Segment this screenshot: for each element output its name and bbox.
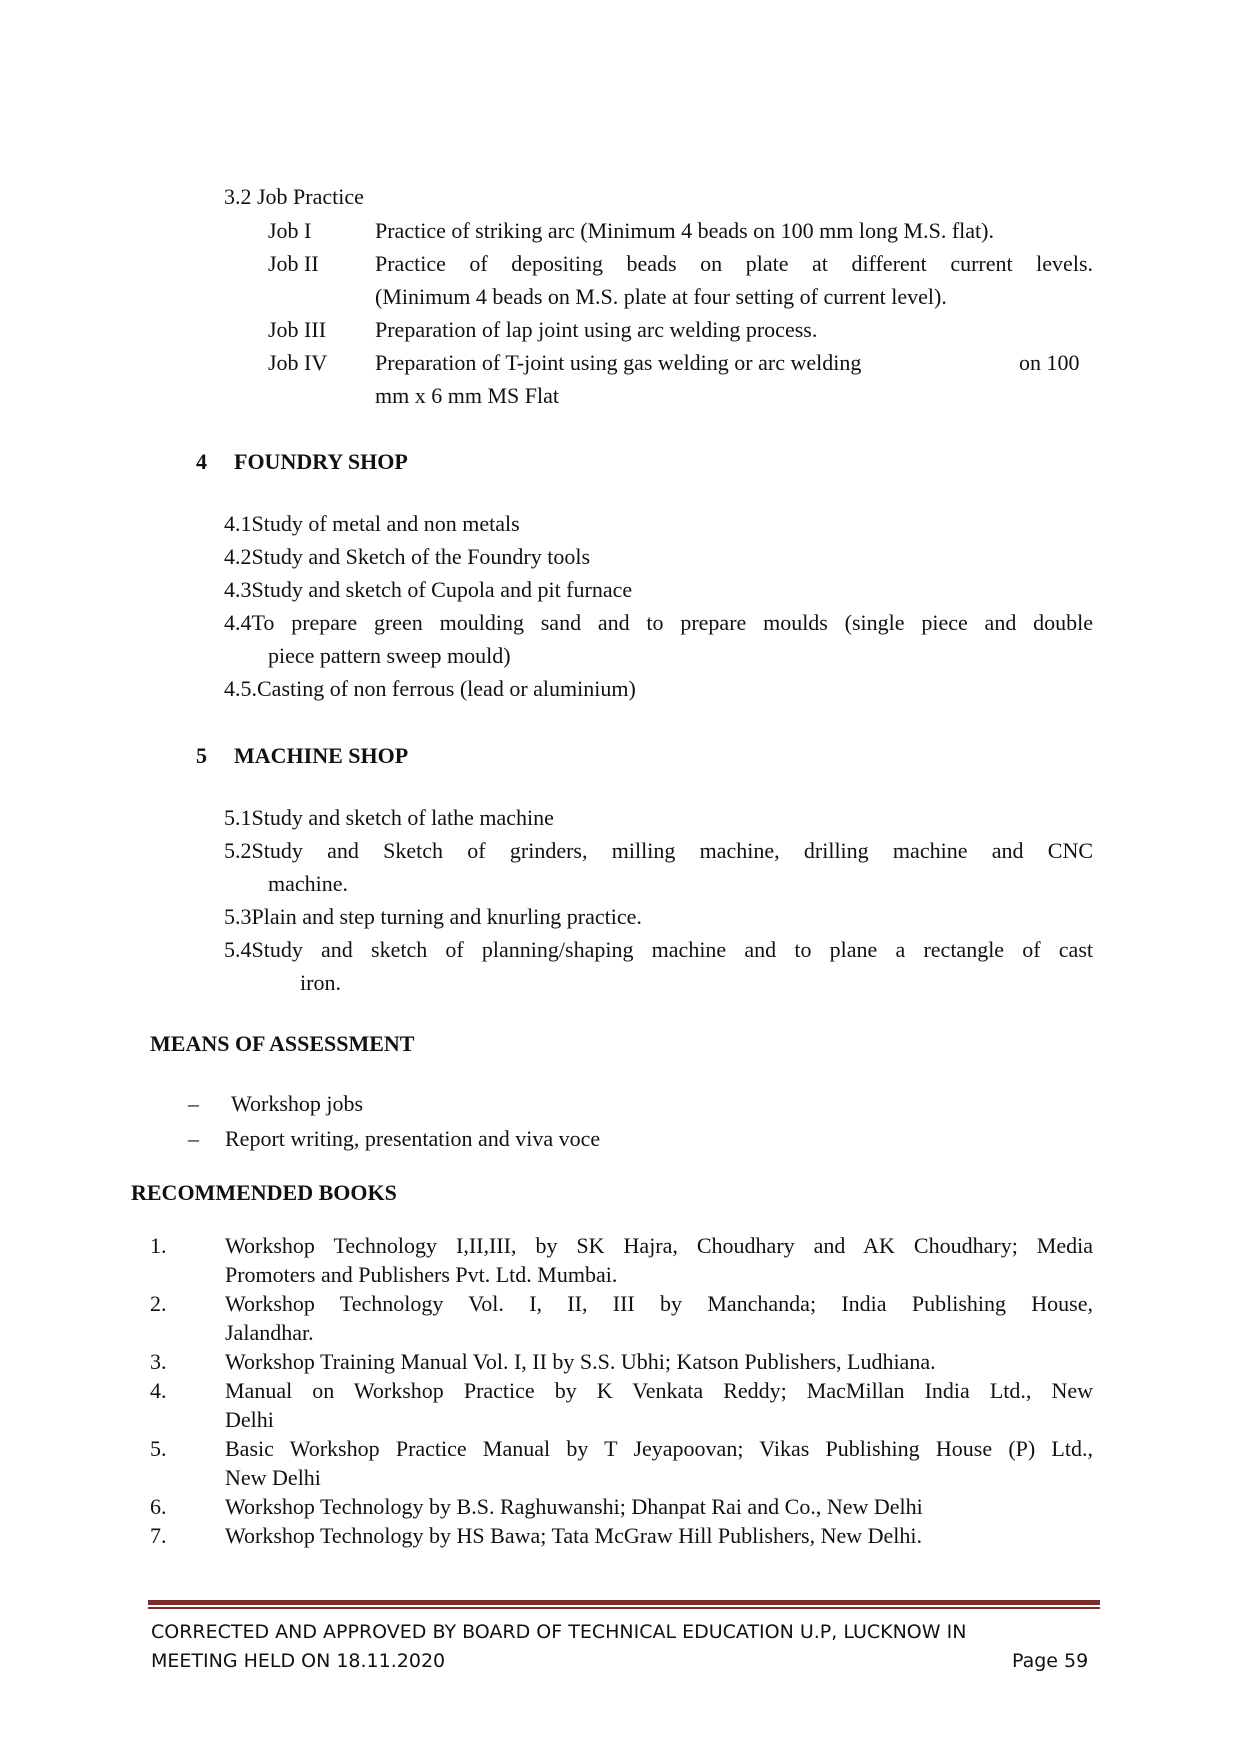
book-text: Basic Workshop Practice Manual by T Jeyapoovan; Vikas Publishing House (P) Ltd., <box>225 1436 1093 1461</box>
list-item-continuation: iron. <box>300 970 341 995</box>
section-title-assessment: MEANS OF ASSESSMENT <box>150 1031 415 1056</box>
book-text: Jalandhar. <box>225 1320 314 1345</box>
book-text: Manual on Workshop Practice by K Venkata Reddy; MacMillan India Ltd., New <box>225 1378 1093 1403</box>
job-label: Job IV <box>268 350 328 375</box>
list-item: Report writing, presentation and viva voce <box>225 1126 601 1151</box>
book-text: Workshop Technology by HS Bawa; Tata McGraw Hill Publishers, New Delhi. <box>225 1523 923 1548</box>
job-text: (Minimum 4 beads on M.S. plate at four setting of current level). <box>375 284 947 309</box>
book-text: Workshop Technology by B.S. Raghuwanshi; Dhanpat Rai and Co., New Delhi <box>225 1494 923 1519</box>
job-label: Job III <box>268 317 327 342</box>
footer-rule-thick <box>148 1600 1100 1605</box>
book-text: Delhi <box>225 1407 274 1432</box>
job-text: Preparation of T-joint using gas welding or arc welding <box>375 350 862 375</box>
book-text: Workshop Technology I,II,III, by SK Hajra, Choudhary and AK Choudhary; Media <box>225 1233 1093 1258</box>
footer-approval-line: CORRECTED AND APPROVED BY BOARD OF TECHNICAL EDUCATION U.P, LUCKNOW IN <box>151 1621 967 1643</box>
book-number: 2. <box>150 1291 167 1316</box>
book-text: Workshop Technology Vol. I, II, III by Manchanda; India Publishing House, <box>225 1291 1093 1316</box>
list-item: 4.3Study and sketch of Cupola and pit furnace <box>224 577 633 602</box>
list-item: 5.2Study and Sketch of grinders, milling machine, drilling machine and CNC <box>224 838 1093 863</box>
dash-bullet: – <box>188 1091 199 1116</box>
footer-meeting-line: MEETING HELD ON 18.11.2020 <box>151 1650 446 1672</box>
book-text: Workshop Training Manual Vol. I, II by S.S. Ubhi; Katson Publishers, Ludhiana. <box>225 1349 936 1374</box>
list-item: 4.4To prepare green moulding sand and to prepare moulds (single piece and double <box>224 610 1093 635</box>
section-title-books: RECOMMENDED BOOKS <box>131 1180 397 1205</box>
list-item: Workshop jobs <box>231 1091 364 1116</box>
list-item: 4.2Study and Sketch of the Foundry tools <box>224 544 591 569</box>
job-label: Job I <box>268 218 312 243</box>
list-item-continuation: piece pattern sweep mould) <box>268 643 511 668</box>
book-number: 4. <box>150 1378 167 1403</box>
job-label: Job II <box>268 251 319 276</box>
section-title-machine: MACHINE SHOP <box>234 743 409 768</box>
dash-bullet: – <box>188 1126 199 1151</box>
book-number: 7. <box>150 1523 167 1548</box>
list-item-continuation: machine. <box>268 871 349 896</box>
section-number: 5 <box>196 743 207 768</box>
book-number: 6. <box>150 1494 167 1519</box>
book-number: 1. <box>150 1233 167 1258</box>
job-text: Preparation of lap joint using arc welding process. <box>375 317 818 342</box>
job-text-tail: on 100 <box>1019 350 1080 375</box>
job-text: mm x 6 mm MS Flat <box>375 383 559 408</box>
list-item: 4.1Study of metal and non metals <box>224 511 520 536</box>
list-item: 5.4Study and sketch of planning/shaping machine and to plane a rectangle of cast <box>224 937 1093 962</box>
section-number: 4 <box>196 449 207 474</box>
footer-rule-thin <box>148 1607 1100 1609</box>
section-title-foundry: FOUNDRY SHOP <box>234 449 408 474</box>
book-number: 5. <box>150 1436 167 1461</box>
book-text: New Delhi <box>225 1465 321 1490</box>
list-item: 5.3Plain and step turning and knurling practice. <box>224 904 642 929</box>
book-number: 3. <box>150 1349 167 1374</box>
page-number: Page 59 <box>1012 1650 1089 1672</box>
list-item: 5.1Study and sketch of lathe machine <box>224 805 554 830</box>
list-item: 4.5.Casting of non ferrous (lead or aluminium) <box>224 676 636 701</box>
job-text: Practice of striking arc (Minimum 4 beads on 100 mm long M.S. flat). <box>375 218 994 243</box>
book-text: Promoters and Publishers Pvt. Ltd. Mumbai. <box>225 1262 618 1287</box>
job-text: Practice of depositing beads on plate at different current levels. <box>375 251 1093 276</box>
section-heading-job-practice: 3.2 Job Practice <box>224 184 364 209</box>
